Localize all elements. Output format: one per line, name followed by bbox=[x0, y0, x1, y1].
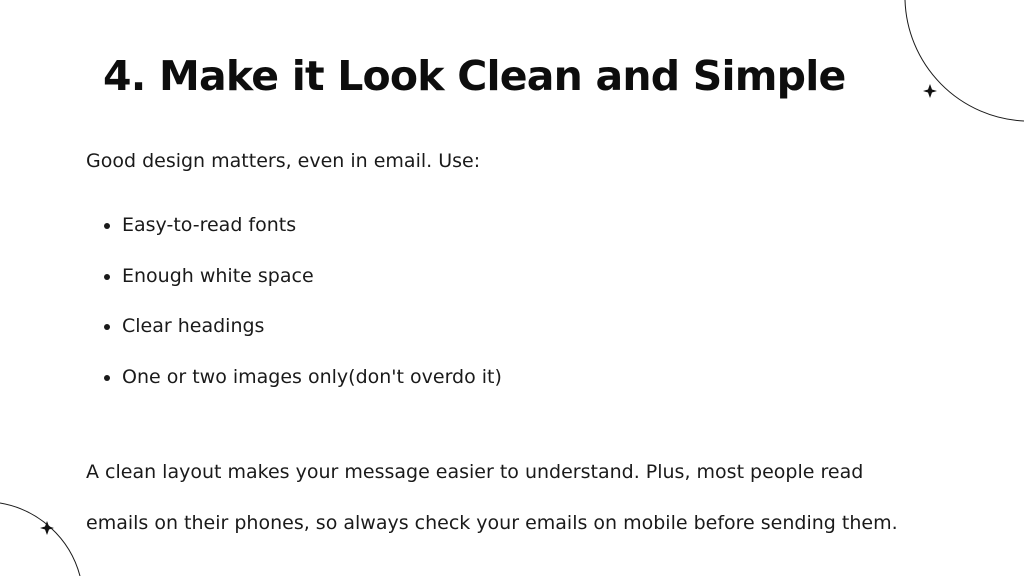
top-right-arc bbox=[905, 0, 1024, 121]
bullet-text: One or two images only(don't overdo it) bbox=[122, 365, 502, 388]
bullet-icon bbox=[104, 375, 110, 381]
list-item bbox=[104, 301, 502, 352]
paragraph-line: A clean layout makes your message easier to understand. Plus, most people read bbox=[86, 461, 864, 483]
bullet-list bbox=[104, 200, 502, 402]
list-item bbox=[104, 251, 502, 302]
bullet-text: Clear headings bbox=[122, 315, 265, 338]
slide-title: 4. Make it Look Clean and Simple bbox=[103, 52, 846, 100]
bullet-icon bbox=[104, 274, 110, 280]
list-item bbox=[104, 352, 502, 403]
paragraph-line: emails on their phones, so always check your emails on mobile before sending them. bbox=[86, 512, 898, 534]
intro-text: Good design matters, even in email. Use: bbox=[86, 150, 481, 172]
bullet-text: Easy-to-read fonts bbox=[122, 214, 297, 237]
top-right-sparkle-icon bbox=[923, 84, 937, 98]
list-item bbox=[104, 200, 502, 251]
bullet-text: Enough white space bbox=[122, 264, 314, 287]
bullet-icon bbox=[104, 324, 110, 330]
bottom-left-arc bbox=[0, 503, 80, 576]
bottom-left-sparkle-icon bbox=[40, 521, 54, 535]
closing-paragraph bbox=[86, 447, 986, 549]
bullet-icon bbox=[104, 223, 110, 229]
